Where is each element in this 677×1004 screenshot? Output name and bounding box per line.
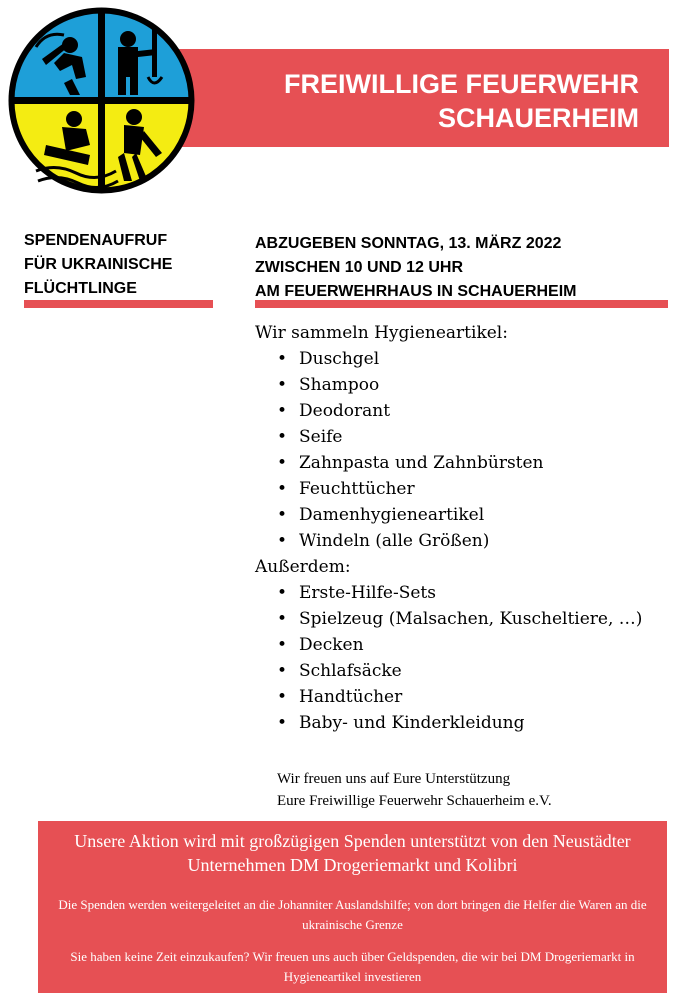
thanks-note: [277, 768, 667, 812]
left-divider: [24, 300, 213, 308]
extra-list: [255, 580, 670, 736]
thanks-signature: Eure Freiwillige Feuerwehr Schauerheim e.V.: [277, 793, 552, 809]
appeal-line-1: SPENDENAUFRUF: [24, 232, 168, 249]
dropoff-date: ABZUGEBEN SONNTAG, 13. MÄRZ 2022: [255, 235, 562, 252]
list-item: • Duschgel: [299, 346, 670, 372]
sponsor-box: [38, 821, 667, 993]
thanks-line-1: Wir freuen uns auf Eure Unterstützung: [277, 771, 511, 787]
title-line-1: FREIWILLIGE FEUERWEHR: [284, 69, 639, 99]
money-donation-note: Sie haben keine Zeit einzukaufen? Wir freuen uns auch über Geldspenden, die wir bei DM Drogeriemarkt in Hygieneartikel investieren: [70, 949, 635, 984]
list-item: • Shampoo: [299, 372, 670, 398]
list-item: • Handtücher: [299, 684, 670, 710]
fire-brigade-emblem-icon: [6, 5, 197, 196]
dropoff-heading: [255, 232, 670, 304]
forwarding-note: Die Spenden werden weitergeleitet an die Johanniter Auslandshilfe; von dort bringen die Helfer die Waren an die ukrainische Grenze: [58, 897, 647, 932]
hygiene-list: [255, 346, 670, 554]
sponsor-text: Unsere Aktion wird mit großzügigen Spenden unterstützt von den Neustädter Unternehmen DM Drogeriemarkt und Kolibri: [74, 831, 631, 875]
dropoff-time: ZWISCHEN 10 UND 12 UHR: [255, 259, 464, 276]
list-item: • Damenhygieneartikel: [299, 502, 670, 528]
appeal-line-2: FÜR UKRAINISCHE: [24, 256, 173, 273]
title-line-2: SCHAUERHEIM: [437, 103, 639, 133]
list-item: • Erste-Hilfe-Sets: [299, 580, 670, 606]
list-item: • Windeln (alle Größen): [299, 528, 670, 554]
list-item: • Decken: [299, 632, 670, 658]
list-item: • Schlafsäcke: [299, 658, 670, 684]
right-divider: [255, 300, 668, 308]
list-item: • Deodorant: [299, 398, 670, 424]
list-item: • Feuchttücher: [299, 476, 670, 502]
appeal-heading: [24, 229, 212, 301]
dropoff-place: AM FEUERWEHRHAUS IN SCHAUERHEIM: [255, 283, 577, 300]
list-item: • Baby- und Kinderkleidung: [299, 710, 670, 736]
title-banner: [166, 49, 669, 147]
donation-lists: [255, 320, 670, 736]
extra-label: Außerdem:: [255, 557, 351, 577]
list-item: • Seife: [299, 424, 670, 450]
page-title: [284, 67, 639, 135]
hygiene-label: Wir sammeln Hygieneartikel:: [255, 323, 508, 343]
list-item: • Zahnpasta und Zahnbürsten: [299, 450, 670, 476]
appeal-line-3: FLÜCHTLINGE: [24, 280, 137, 297]
list-item: • Spielzeug (Malsachen, Kuscheltiere, …): [299, 606, 670, 632]
